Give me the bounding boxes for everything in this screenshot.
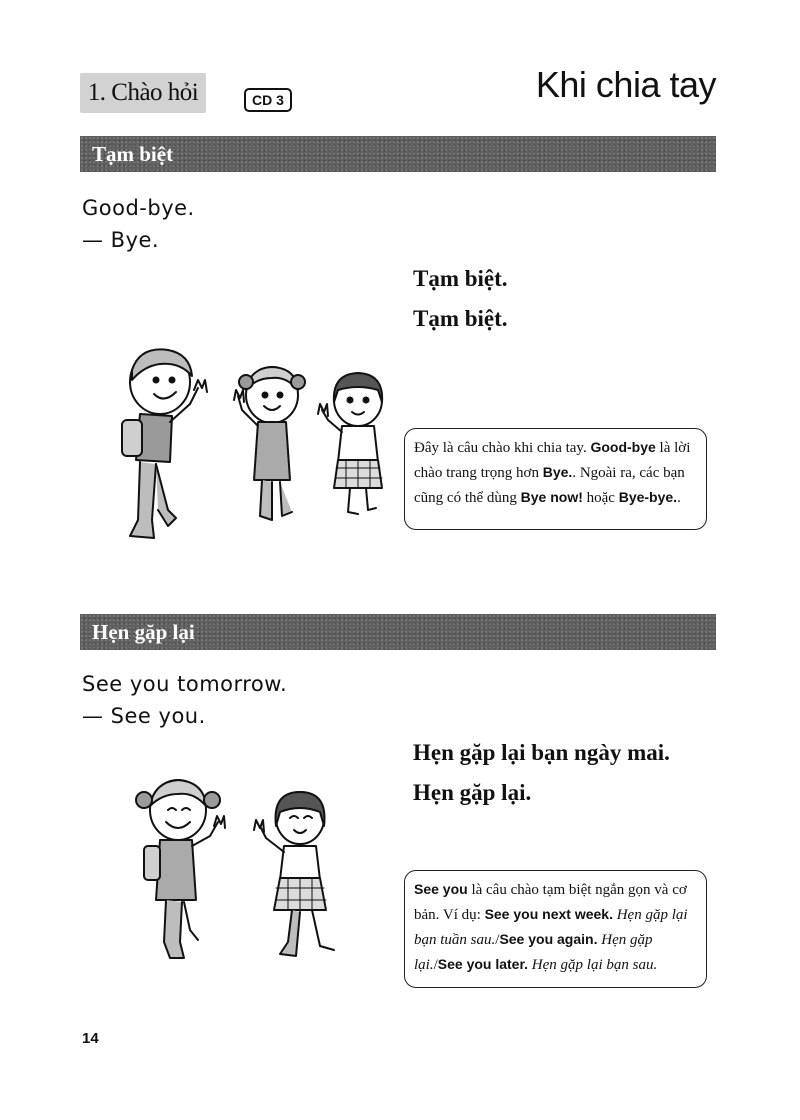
note-translation: Hẹn gặp lại bạn tuần sau. [414,907,688,948]
vietnamese-line: Tạm biệt. [413,266,508,291]
english-line: Good-bye. [82,196,195,220]
english-line: — See you. [82,704,206,728]
section-bar-see-you [80,614,716,650]
section-title: Hẹn gặp lại [92,620,195,644]
note-keyword: Bye-bye. [618,489,678,505]
note-keyword: See you later. [437,956,529,972]
note-keyword: Bye. [542,464,573,480]
chapter-label: 1. Chào hỏi [80,73,206,113]
usage-note-see-you [404,870,707,988]
note-keyword: See you [414,881,468,897]
note-text: / [495,932,500,948]
children-waving-illustration [110,340,400,550]
note-keyword: See you next week. [484,906,613,922]
note-text: . [677,490,681,506]
note-translation: Hẹn gặp lại bạn sau. [528,957,658,973]
english-line: See you tomorrow. [82,672,288,696]
note-keyword: Bye now! [520,489,583,505]
section-bar-goodbye [80,136,716,172]
note-keyword: See you again. [499,931,598,947]
vietnamese-line: Hẹn gặp lại bạn ngày mai. [413,740,670,765]
page-number: 14 [82,1030,99,1047]
vietnamese-line: Hẹn gặp lại. [413,780,532,805]
note-text: là câu chào tạm biệt ngắn gọn và cơ bản. Ví dụ: [414,882,687,923]
vietnamese-line: Tạm biệt. [413,306,508,331]
page-title: Khi chia tay [535,64,716,105]
note-text: . Ngoài ra, các bạn cũng có thể dùng [414,465,685,506]
cd-track-badge: CD 3 [244,88,292,112]
usage-note-goodbye [404,428,707,530]
note-keyword: Good-bye [590,439,656,455]
note-text: Đây là câu chào khi chia tay. [414,440,591,456]
girls-waving-illustration [120,770,350,980]
note-text: hoặc [582,490,619,506]
note-translation: Hẹn gặp lại. [414,932,653,973]
english-line: — Bye. [82,228,160,252]
note-text: / [433,957,438,973]
section-title: Tạm biệt [92,142,174,166]
note-text: là lời chào trang trọng hơn [414,440,691,481]
